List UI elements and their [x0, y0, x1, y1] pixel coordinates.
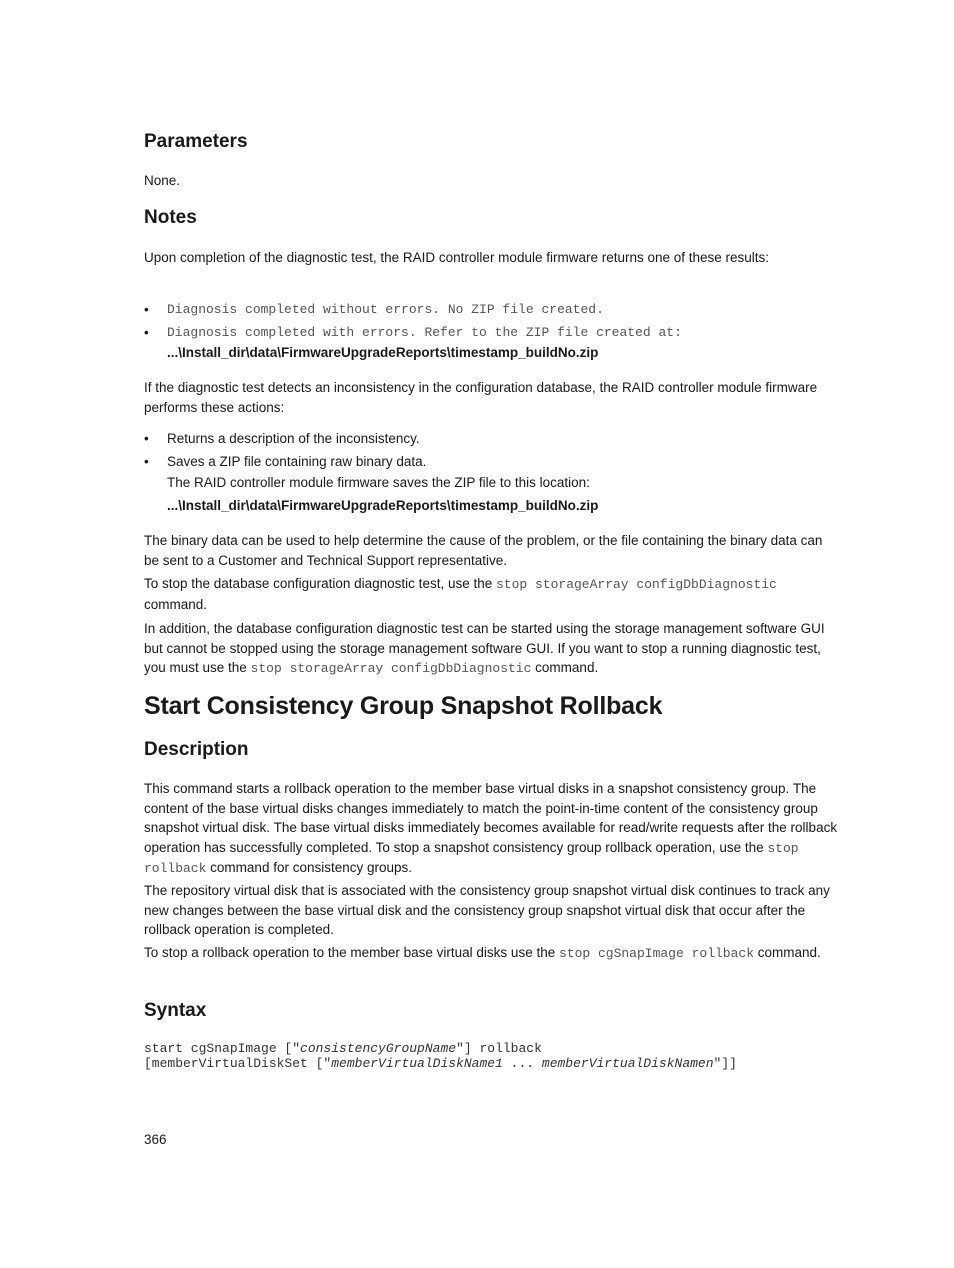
syntax-text: ...: [502, 1056, 542, 1071]
result-text: Diagnosis completed without errors. No ZIP file created.: [167, 302, 604, 317]
results-path: ...\Install_dir\data\FirmwareUpgradeReports\timestamp_buildNo.zip: [167, 345, 599, 360]
syntax-text: [memberVirtualDiskSet [": [144, 1056, 332, 1071]
page-number: 366: [144, 1132, 167, 1147]
syntax-heading: Syntax: [144, 1000, 207, 1021]
notes-heading: Notes: [144, 207, 197, 228]
notes-intro: Upon completion of the diagnostic test, the RAID controller module firmware returns one of these results:: [144, 250, 770, 265]
section-title: Start Consistency Group Snapshot Rollback: [144, 692, 663, 720]
description-paragraph-3: [144, 943, 839, 964]
desc-para1-text: This command starts a rollback operation to the member base virtual disks in a snapshot consistency group. The content of the base virtual disks changes immediately to match the point-in-time content of the consistency group snapshot virtual disk. The base virtual disks immediately becomes available for read/write requests after the rollback operation has successfully completed. To stop a snapshot consistency group rollback operation, use the: [144, 781, 838, 855]
addition-paragraph: [144, 619, 839, 679]
action-path: ...\Install_dir\data\FirmwareUpgradeReports\timestamp_buildNo.zip: [167, 498, 599, 513]
addition-para-text: In addition, the database configuration diagnostic test can be started using the storage management software GUI but cannot be stopped using the storage management software GUI. If you want to stop a running diagnostic test, you must use the: [144, 621, 825, 675]
syntax-variable: consistencyGroupName: [300, 1041, 457, 1056]
parameters-heading: Parameters: [144, 131, 248, 152]
syntax-text: start cgSnapImage [": [144, 1041, 301, 1056]
stop-rollback-code: stop rollback: [144, 840, 799, 876]
syntax-text: "] rollback: [456, 1041, 542, 1056]
action-text: Saves a ZIP file containing raw binary data.: [167, 454, 427, 469]
syntax-code-line-2: [144, 1056, 737, 1072]
addition-para-text-end: command.: [531, 660, 599, 675]
syntax-variable: memberVirtualDiskNamen: [541, 1056, 714, 1071]
bullet-icon: •: [144, 431, 149, 446]
description-heading: Description: [144, 739, 249, 760]
syntax-variable: memberVirtualDiskName1: [331, 1056, 503, 1071]
stop-para-text: To stop the database configuration diagnostic test, use the: [144, 576, 496, 591]
syntax-code-line-1: [144, 1041, 542, 1057]
result-text: Diagnosis completed with errors. Refer to the ZIP file created at:: [167, 325, 682, 340]
stop-paragraph: [144, 574, 839, 614]
stop-para-text-end: command.: [144, 596, 208, 612]
syntax-text: "]]: [713, 1056, 737, 1071]
bullet-icon: •: [144, 454, 149, 469]
action-subtext: The RAID controller module firmware saves the ZIP file to this location:: [167, 475, 590, 490]
addition-command-code: stop storageArray configDbDiagnostic: [250, 661, 532, 676]
inconsistency-intro: If the diagnostic test detects an inconsistency in the configuration database, the RAID controller module firmware performs these actions:: [144, 380, 818, 415]
binary-paragraph: The binary data can be used to help determine the cause of the problem, or the file containing the binary data can be sent to a Customer and Technical Support representative.: [144, 533, 823, 568]
desc-para3-text-end: command.: [754, 945, 821, 960]
parameters-text: None.: [144, 173, 181, 188]
stop-command-code: stop storageArray configDbDiagnostic: [495, 577, 777, 592]
desc-para3-text: To stop a rollback operation to the member base virtual disks use the: [144, 945, 559, 960]
description-paragraph-1: [144, 779, 839, 879]
description-paragraph-2: The repository virtual disk that is associated with the consistency group snapshot virtual disk continues to track any new changes between the base virtual disk and the consistency group snapshot virtual disk that occur after the rollback operation is completed.: [144, 883, 830, 937]
action-text: Returns a description of the inconsistency.: [167, 431, 420, 446]
bullet-icon: •: [144, 302, 149, 317]
bullet-icon: •: [144, 325, 149, 340]
desc-para1-text-end: command for consistency groups.: [206, 860, 413, 875]
stop-cgsnapimage-code: stop cgSnapImage rollback: [558, 946, 755, 961]
